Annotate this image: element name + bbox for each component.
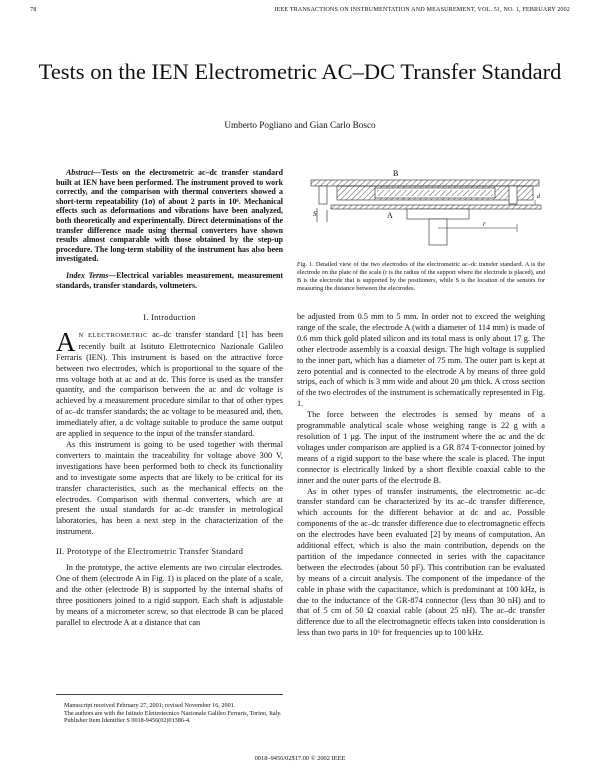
intro-text-1: ac–dc transfer standard [1] has been recently built at Istituto Elettrotecnico Nazionale Galileo Ferraris (IEN). This instrument is based on the attractive force between two electrodes, which is proportional to the square of the rms voltage both at ac and at dc. This force is used as the transfer quantity, and the comparison between the ac and dc voltage is achieved by a measurement procedure similar to that of other types of ac–dc transfer standards; the ac voltage to be measured and, then, immediately after, a dc voltage suitable to produce the same output are applied in sequence to the input of the transfer standard. bbox=[56, 329, 283, 439]
index-terms-text: Electrical variables measurement, measurement standards, transfer standards, voltmeters. bbox=[56, 271, 283, 290]
label-r: r bbox=[483, 220, 486, 228]
authors: Umberto Pogliano and Gian Carlo Bosco bbox=[224, 120, 376, 130]
scale-plate bbox=[407, 209, 469, 219]
prototype-paragraph-2: The force between the electrodes is sensed by means of a programmable analytical scale whose weighing range is 22 g with a resolution of 1 μg. The input of the instrument where the ac and the dc voltages under comparison are applied is a GR 874 T-connector joined by means of a rigid support to the base where the scale is placed. The input connector is electrically linked by a short flexible coaxial cable to the inner and the outer parts of the electrode B. bbox=[297, 410, 545, 485]
intro-paragraph-2: As this instrument is going to be used together with thermal converters to maintain the traceability for voltage above 300 V, investigations have been performed both to check its functionality and to investigate some aspects that are likely to be critical for its transfer characteristics, such as the mechanical effects on the electrodes. Comparison with thermal converters, which are at present the usual standards for ac–dc transfer in metrological laboratories, has been a next step in the characterization of the instrument. bbox=[56, 439, 283, 537]
paper-title: Tests on the IEN Electrometric AC–DC Transfer Standard bbox=[38, 59, 562, 84]
scale-stem bbox=[429, 219, 447, 245]
journal-header: IEEE TRANSACTIONS ON INSTRUMENTATION AND MEASUREMENT, VOL. 51, NO. 1, FEBRUARY 2002 bbox=[274, 6, 570, 13]
electrode-a bbox=[331, 205, 541, 209]
intro-paragraph-1 bbox=[56, 326, 283, 440]
label-b: B bbox=[393, 169, 399, 178]
copyright-line: 0018–9456/02$17.00 © 2002 IEEE bbox=[254, 755, 346, 762]
prototype-paragraph-1: In the prototype, the active elements are two circular electrodes. One of them (electrode A in Fig. 1) is placed on the plate of a scale, and the other (electrode B) is supported by the internal shafts of three positioners joined to a rigid support. Each shaft is adjustable by means of a micrometer screw, so that electrode B can be placed parallel to electrode A at a distance that can bbox=[56, 563, 283, 627]
index-terms bbox=[56, 271, 283, 290]
sensor-right bbox=[509, 186, 517, 204]
sensor-left bbox=[319, 186, 327, 204]
intro-lead-in: N ELECTROMETRIC bbox=[78, 331, 148, 339]
abstract bbox=[56, 168, 283, 264]
page-number: 78 bbox=[30, 6, 37, 13]
footnote-affiliation: The authors are with the Istituto Elettrotecnico Nazionale Galileo Ferraris, Torino, Italy. bbox=[64, 709, 282, 717]
top-support bbox=[311, 180, 539, 186]
prototype-paragraph-1-cont: be adjusted from 0.5 mm to 5 mm. In order not to exceed the weighing range of the scale, the electrode A (with a diameter of 114 mm) is made of 0.6 mm thick gold plated silicon and its total mass is only about 17 g. The other electrode assembly is a coaxial design. The high voltage is supplied to the inner part, which has a diameter of 75 mm. The outer part is kept at zero potential and is connected to the electrode A by means of three gold strips, each of which is 3 mm wide and about 20 μm thick. A cross section of the two electrodes of the instrument is schematically represented in Fig. 1. bbox=[297, 312, 545, 409]
section-heading-prototype: II. Prototype of the Electrometric Transfer Standard bbox=[56, 547, 244, 557]
figure-caption: Fig. 1. Detailed view of the two electrodes of the electrometric ac–dc transfer standard. A is the electrode on the plate of the scale (r is the radius of the support where the electrode is placed), and B is the electrode that is supported by the positioners, while S is the location of the sensors for measuring the distance between the electrodes. bbox=[297, 261, 545, 292]
label-a: A bbox=[387, 211, 393, 220]
label-d: d bbox=[537, 194, 540, 200]
figure-1 bbox=[297, 158, 545, 258]
right-column-body bbox=[297, 312, 545, 639]
index-terms-label: Index Terms— bbox=[66, 271, 117, 280]
drop-cap: A bbox=[56, 326, 76, 357]
label-s: S bbox=[313, 210, 317, 218]
footnote-pii: Publisher Item Identifier S 0018-9456(02)01386-4. bbox=[64, 717, 191, 725]
footnotes bbox=[56, 694, 283, 725]
electrode-diagram bbox=[297, 158, 545, 258]
abstract-text: Tests on the electrometric ac–dc transfer standard built at IEN have been performed. The instrument proved to work correctly, and the comparison with thermal converters showed a short-term repeatability (1σ) of about 2 parts in 10⁶. Mechanical effects such as deformations and vibrations have been analyzed, both theoretically and experimentally. Direct determinations of the transfer difference made using thermal converters have shown results almost comparable with those obtained by the step-up procedure. The long-term stability of the instrument has also been investigated. bbox=[56, 168, 283, 264]
running-header bbox=[30, 6, 570, 18]
left-column-body bbox=[56, 313, 283, 628]
electrode-b-inner-fill bbox=[377, 190, 493, 196]
footnote-received: Manuscript received February 27, 2001; revised November 16, 2001. bbox=[64, 702, 236, 709]
section-heading-introduction: I. Introduction bbox=[143, 313, 196, 322]
abstract-label: Abstract— bbox=[66, 168, 102, 177]
prototype-paragraph-3: As in other types of transfer instruments, the electrometric ac–dc transfer standard can be characterized by its ac–dc transfer difference, which accounts for the different behavior at dc and ac. Possible components of the ac–dc transfer difference due to electromagnetic effects on the electrodes have been evaluated [2] by means of computation. An additional effect, which is also the main contribution, depends on the partition of the impedance connected in series with the capacitance between the electrodes (about 50 pF). This contribution can be evaluated by means of a circuit analysis. The component of the impedance of the cable in phase with the capacitance, which is predominant at 100 kHz, is due to the inductance of the GR-874 connector (less than 30 nH) and to that of 5 cm of 50 Ω coaxial cable (about 25 nH). The ac–dc transfer difference due to all the electromagnetic effects taken into consideration is less than two parts in 10⁶ for frequencies up to 100 kHz. bbox=[297, 486, 545, 638]
